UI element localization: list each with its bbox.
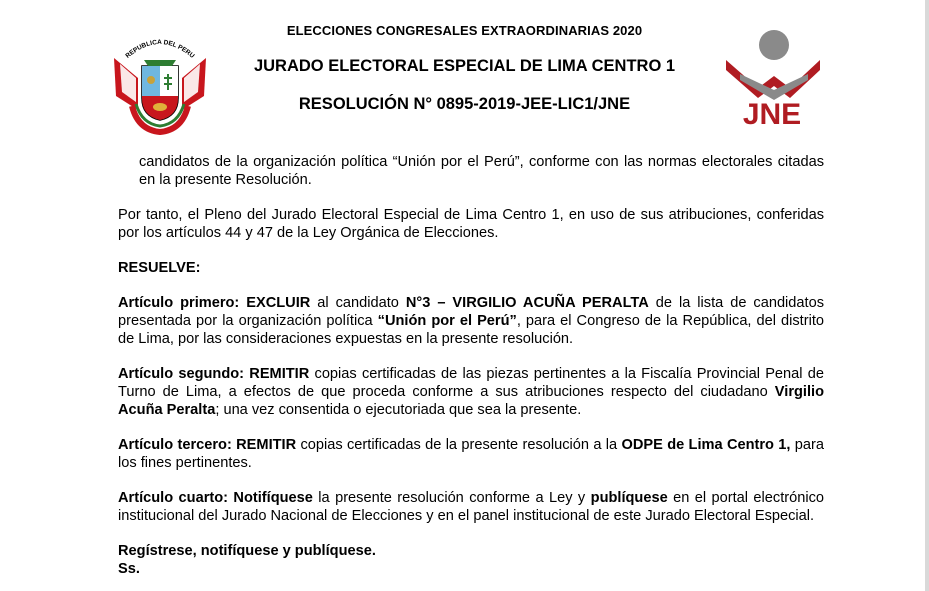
article-fourth-text-1: la presente resolución conforme a Ley y [312,490,591,507]
resolution-body [118,154,824,579]
closing-ss: Ss. [118,561,140,578]
crest-label: REPUBLICA DEL PERU [124,38,196,60]
article-second-person: Virgilio Acuña Peralta [118,384,824,418]
paragraph-candidates: candidatos de la organización política “Unión por el Perú”, conforme con las normas electorales citadas en la presente Resolución. [139,154,824,188]
svg-text:REPUBLICA DEL PERU [124,39,195,60]
article-third-title: Artículo tercero: REMITIR [118,437,297,454]
article-first-party: “Unión por el Perú” [377,313,517,330]
article-second-text-1: copias certificadas de las piezas pertinentes a la Fiscalía Provincial Penal de Turno de Lima, a efectos de que proceda conforme a sus atribuciones respecto del ciudadano [118,366,824,401]
article-second-title: Artículo segundo: REMITIR [118,366,310,383]
article-third-text-1: copias certificadas de la presente resolución a la [296,437,622,454]
header-jury-title: JURADO ELECTORAL ESPECIAL DE LIMA CENTRO 1 [253,57,676,75]
article-third [118,437,824,473]
peru-coat-of-arms-icon [108,28,212,136]
article-second [118,366,824,419]
article-first-candidate: N°3 – VIRGILIO ACUÑA PERALTA [405,295,649,312]
jne-logo-text: JNE [742,98,802,130]
article-second-text-2: ; una vez consentida o ejecutoriada que sea la presente. [215,401,582,418]
article-first-text-2: de la lista de candidatos presentada por la organización política [118,295,824,330]
article-fourth-title: Artículo cuarto: Notifíquese [118,490,313,507]
header-resolution-number: RESOLUCIÓN N° 0895-2019-JEE-LIC1/JNE [298,95,631,113]
resuelve-heading: RESUELVE: [118,260,201,277]
article-first-text-3: , para el Congreso de la República, del distrito de Lima, por las consideraciones expuestas en la presente resolución. [118,313,825,348]
document-header [0,0,929,150]
paragraph-por-tanto: Por tanto, el Pleno del Jurado Electoral Especial de Lima Centro 1, en uso de sus atribuciones, conferidas por los artículos 44 y 47 de la Ley Orgánica de Elecciones. [118,207,824,241]
closing-line: Regístrese, notifíquese y publíquese. [118,543,376,560]
article-fourth [118,490,824,526]
header-election-title: ELECCIONES CONGRESALES EXTRAORDINARIAS 2020 [286,23,643,38]
article-first-text-1: al candidato [310,295,406,312]
article-fourth-publish: publíquese [590,490,668,507]
article-first-title: Artículo primero: EXCLUIR [118,295,311,312]
page-edge-shadow [925,0,929,591]
article-first [118,295,824,348]
article-third-text-2: para los fines pertinentes. [118,437,825,472]
article-third-odpe: ODPE de Lima Centro 1, [621,437,791,454]
jne-logo-icon [722,28,822,130]
article-fourth-text-2: en el portal electrónico institucional del Jurado Nacional de Elecciones y en el panel institucional de este Jurado Electoral Especial. [118,490,825,525]
